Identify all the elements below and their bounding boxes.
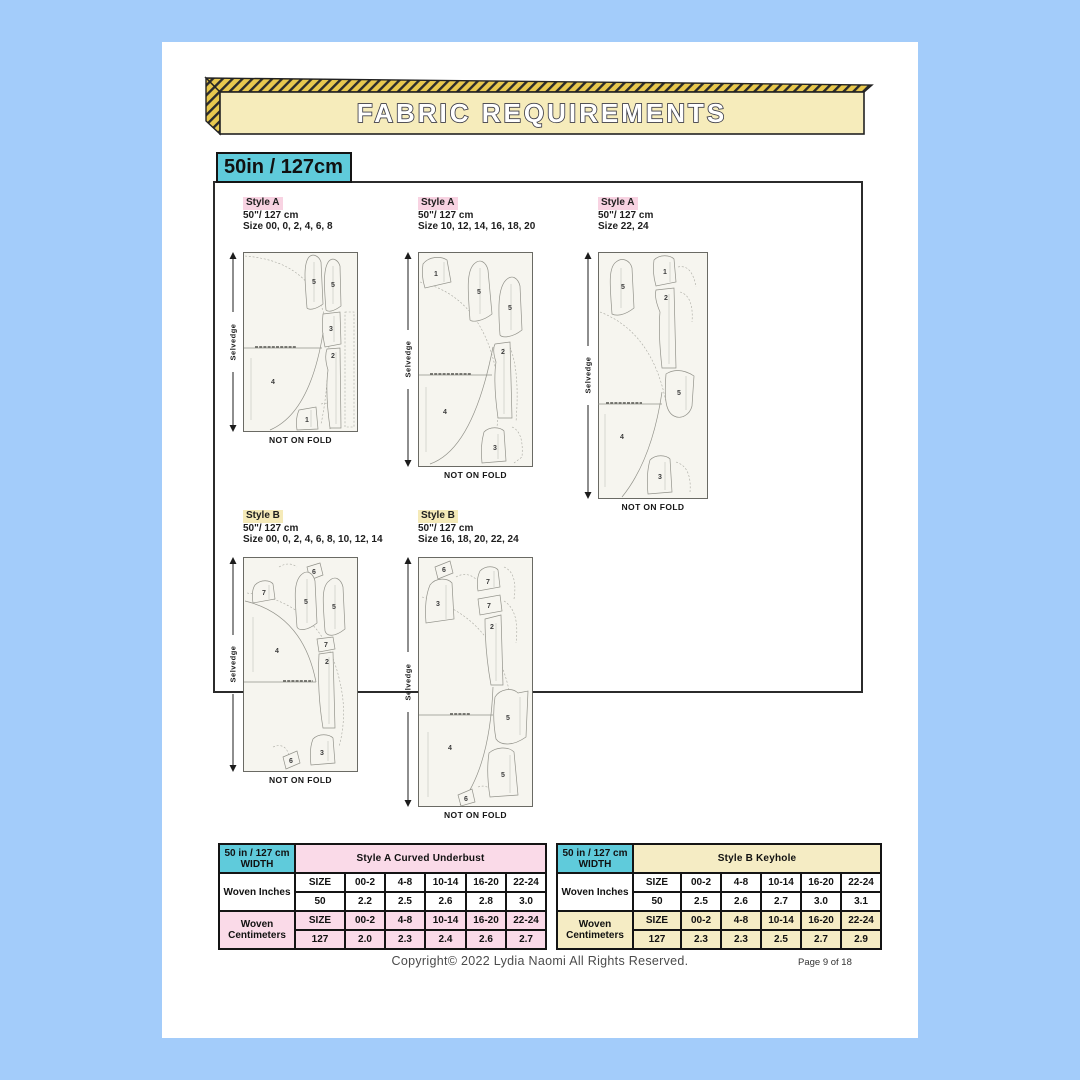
fabric-table-style-a [218,843,547,950]
piece-number: 5 [506,715,510,722]
piece-number: 4 [448,745,452,752]
page-number: Page 9 of 18 [798,957,852,968]
table-size-label: SIZE [295,873,345,892]
piece-number: 3 [329,326,333,333]
table-value-cell: 2.3 [721,930,761,949]
piece-number: 7 [486,579,490,586]
piece-number: 2 [325,659,329,666]
diagram-labels [598,197,708,235]
not-on-fold-label: NOT ON FOLD [444,470,507,480]
size-line: Size 22, 24 [598,221,649,232]
style-label: Style B [418,510,458,523]
table-width-cell: 127 [633,930,681,949]
not-on-fold-label: NOT ON FOLD [621,502,685,512]
table-value-cell: 2.2 [345,892,385,911]
style-label: Style A [418,197,458,210]
table-size-cell: 16-20 [801,873,841,892]
not-on-fold-label: NOT ON FOLD [444,810,507,820]
table-value-cell: 2.7 [761,892,801,911]
selvedge-label: Selvedge [403,340,413,378]
table-width-cell: 50 [633,892,681,911]
piece-number: 4 [271,379,275,386]
size-line: Size 16, 18, 20, 22, 24 [418,534,519,545]
selvedge-arrow [404,557,413,807]
table-size-cell: 22-24 [506,873,546,892]
piece-number: 5 [332,604,336,611]
table-value-cell: 3.1 [841,892,881,911]
table-size-cell: 4-8 [721,911,761,930]
table-size-cell: 00-2 [345,873,385,892]
piece-number: 3 [436,601,440,608]
selvedge-arrow [584,252,593,499]
piece-number: 5 [477,289,481,296]
table-value-cell: 2.3 [385,930,425,949]
width-line: 50"/ 127 cm [243,522,299,534]
piece-number: 2 [490,624,494,631]
piece-number: 5 [331,282,335,289]
table-row-label: Woven Inches [557,873,633,911]
piece-number: 5 [508,305,512,312]
piece-number: 5 [304,599,308,606]
table-width-header: 50 in / 127 cm WIDTH [219,844,295,873]
cutting-layout-svg [225,252,358,432]
document-page [162,42,918,1038]
piece-number: 3 [658,474,662,481]
width-line: 50"/ 127 cm [243,209,299,221]
table-value-cell: 2.3 [681,930,721,949]
cutting-layout-svg [580,252,708,499]
selvedge-arrow [404,252,413,467]
selvedge-label: Selvedge [228,323,238,361]
table-value-cell: 2.4 [425,930,466,949]
not-on-fold-label: NOT ON FOLD [269,775,332,785]
table-size-cell: 00-2 [345,911,385,930]
table-value-cell: 2.6 [425,892,466,911]
selvedge-label: Selvedge [583,356,593,394]
style-label: Style A [243,197,283,210]
piece-number: 7 [487,603,491,610]
table-value-cell: 2.6 [721,892,761,911]
diagram-labels [243,197,358,235]
piece-number: 6 [289,758,293,765]
copyright-text: Copyright© 2022 Lydia Naomi All Rights Reserved. [391,954,689,968]
piece-number: 1 [305,417,309,424]
table-size-cell: 4-8 [385,911,425,930]
cutting-layout-svg [400,557,533,807]
table-width-cell: 50 [295,892,345,911]
table-width-header: 50 in / 127 cm WIDTH [557,844,633,873]
piece-number: 2 [501,349,505,356]
size-line: Size 00, 0, 2, 4, 6, 8 [243,221,333,232]
width-line: 50"/ 127 cm [598,209,654,221]
not-on-fold-label: NOT ON FOLD [269,435,332,445]
width-line: 50"/ 127 cm [418,522,474,534]
table-size-cell: 22-24 [841,911,881,930]
piece-number: 3 [493,445,497,452]
table-size-cell: 4-8 [721,873,761,892]
diagram-style-a-3 [580,197,708,512]
table-size-cell: 10-14 [761,873,801,892]
table-value-cell: 2.8 [466,892,506,911]
piece-number: 7 [324,642,328,649]
style-label: Style B [243,510,283,523]
table-row-label: Woven Centimeters [219,911,295,949]
table-width-cell: 127 [295,930,345,949]
diagram-labels [243,510,383,548]
piece-number: 1 [663,269,667,276]
table-value-cell: 2.0 [345,930,385,949]
table-row-label: Woven Centimeters [557,911,633,949]
piece-number: 5 [677,390,681,397]
table-size-label: SIZE [295,911,345,930]
table-value-cell: 3.0 [506,892,546,911]
table-value-cell: 2.5 [681,892,721,911]
style-label: Style A [598,197,638,210]
table-size-label: SIZE [633,911,681,930]
table-size-cell: 22-24 [841,873,881,892]
table-value-cell: 2.6 [466,930,506,949]
piece-number: 4 [275,648,279,655]
table-size-cell: 16-20 [466,873,506,892]
piece-number: 2 [331,353,335,360]
piece-number: 3 [320,750,324,757]
cutting-layout-svg [225,557,358,772]
piece-number: 6 [312,569,316,576]
page-title: FABRIC REQUIREMENTS [356,98,728,128]
selvedge-arrow [229,557,238,772]
table-size-cell: 10-14 [425,873,466,892]
diagram-style-a-1 [225,197,358,445]
piece-number: 1 [434,271,438,278]
table-title: Style A Curved Underbust [295,844,546,873]
piece-number: 5 [312,279,316,286]
banner-top-edge [206,78,872,92]
selvedge-arrow [229,252,238,432]
selvedge-label: Selvedge [403,663,413,701]
table-size-cell: 10-14 [425,911,466,930]
size-line: Size 00, 0, 2, 4, 6, 8, 10, 12, 14 [243,534,383,545]
piece-number: 2 [664,295,668,302]
table-value-cell: 2.7 [801,930,841,949]
table-size-cell: 10-14 [761,911,801,930]
piece-number: 5 [501,772,505,779]
table-size-cell: 16-20 [466,911,506,930]
table-title: Style B Keyhole [633,844,881,873]
table-row-label: Woven Inches [219,873,295,911]
table-value-cell: 3.0 [801,892,841,911]
piece-number: 5 [621,284,625,291]
table-value-cell: 2.5 [385,892,425,911]
table-value-cell: 2.5 [761,930,801,949]
diagram-style-a-2 [400,197,535,480]
table-size-label: SIZE [633,873,681,892]
size-line: Size 10, 12, 14, 16, 18, 20 [418,221,536,232]
table-size-cell: 00-2 [681,873,721,892]
fabric-table-style-b [556,843,882,950]
diagram-style-b-2 [400,510,533,820]
piece-number: 4 [620,434,624,441]
diagram-labels [418,510,533,548]
table-value-cell: 2.9 [841,930,881,949]
selvedge-label: Selvedge [228,645,238,683]
piece-number: 4 [443,409,447,416]
piece-number: 6 [442,567,446,574]
table-size-cell: 00-2 [681,911,721,930]
width-line: 50"/ 127 cm [418,209,474,221]
table-size-cell: 4-8 [385,873,425,892]
table-size-cell: 22-24 [506,911,546,930]
diagram-style-b-1 [225,510,383,785]
piece-number: 6 [464,796,468,803]
fabric-requirements-banner [204,76,876,138]
table-value-cell: 2.7 [506,930,546,949]
cutting-layout-svg [400,252,533,467]
table-size-cell: 16-20 [801,911,841,930]
piece-number: 7 [262,590,266,597]
diagram-labels [418,197,535,235]
fabric-width-badge: 50in / 127cm [216,152,352,183]
